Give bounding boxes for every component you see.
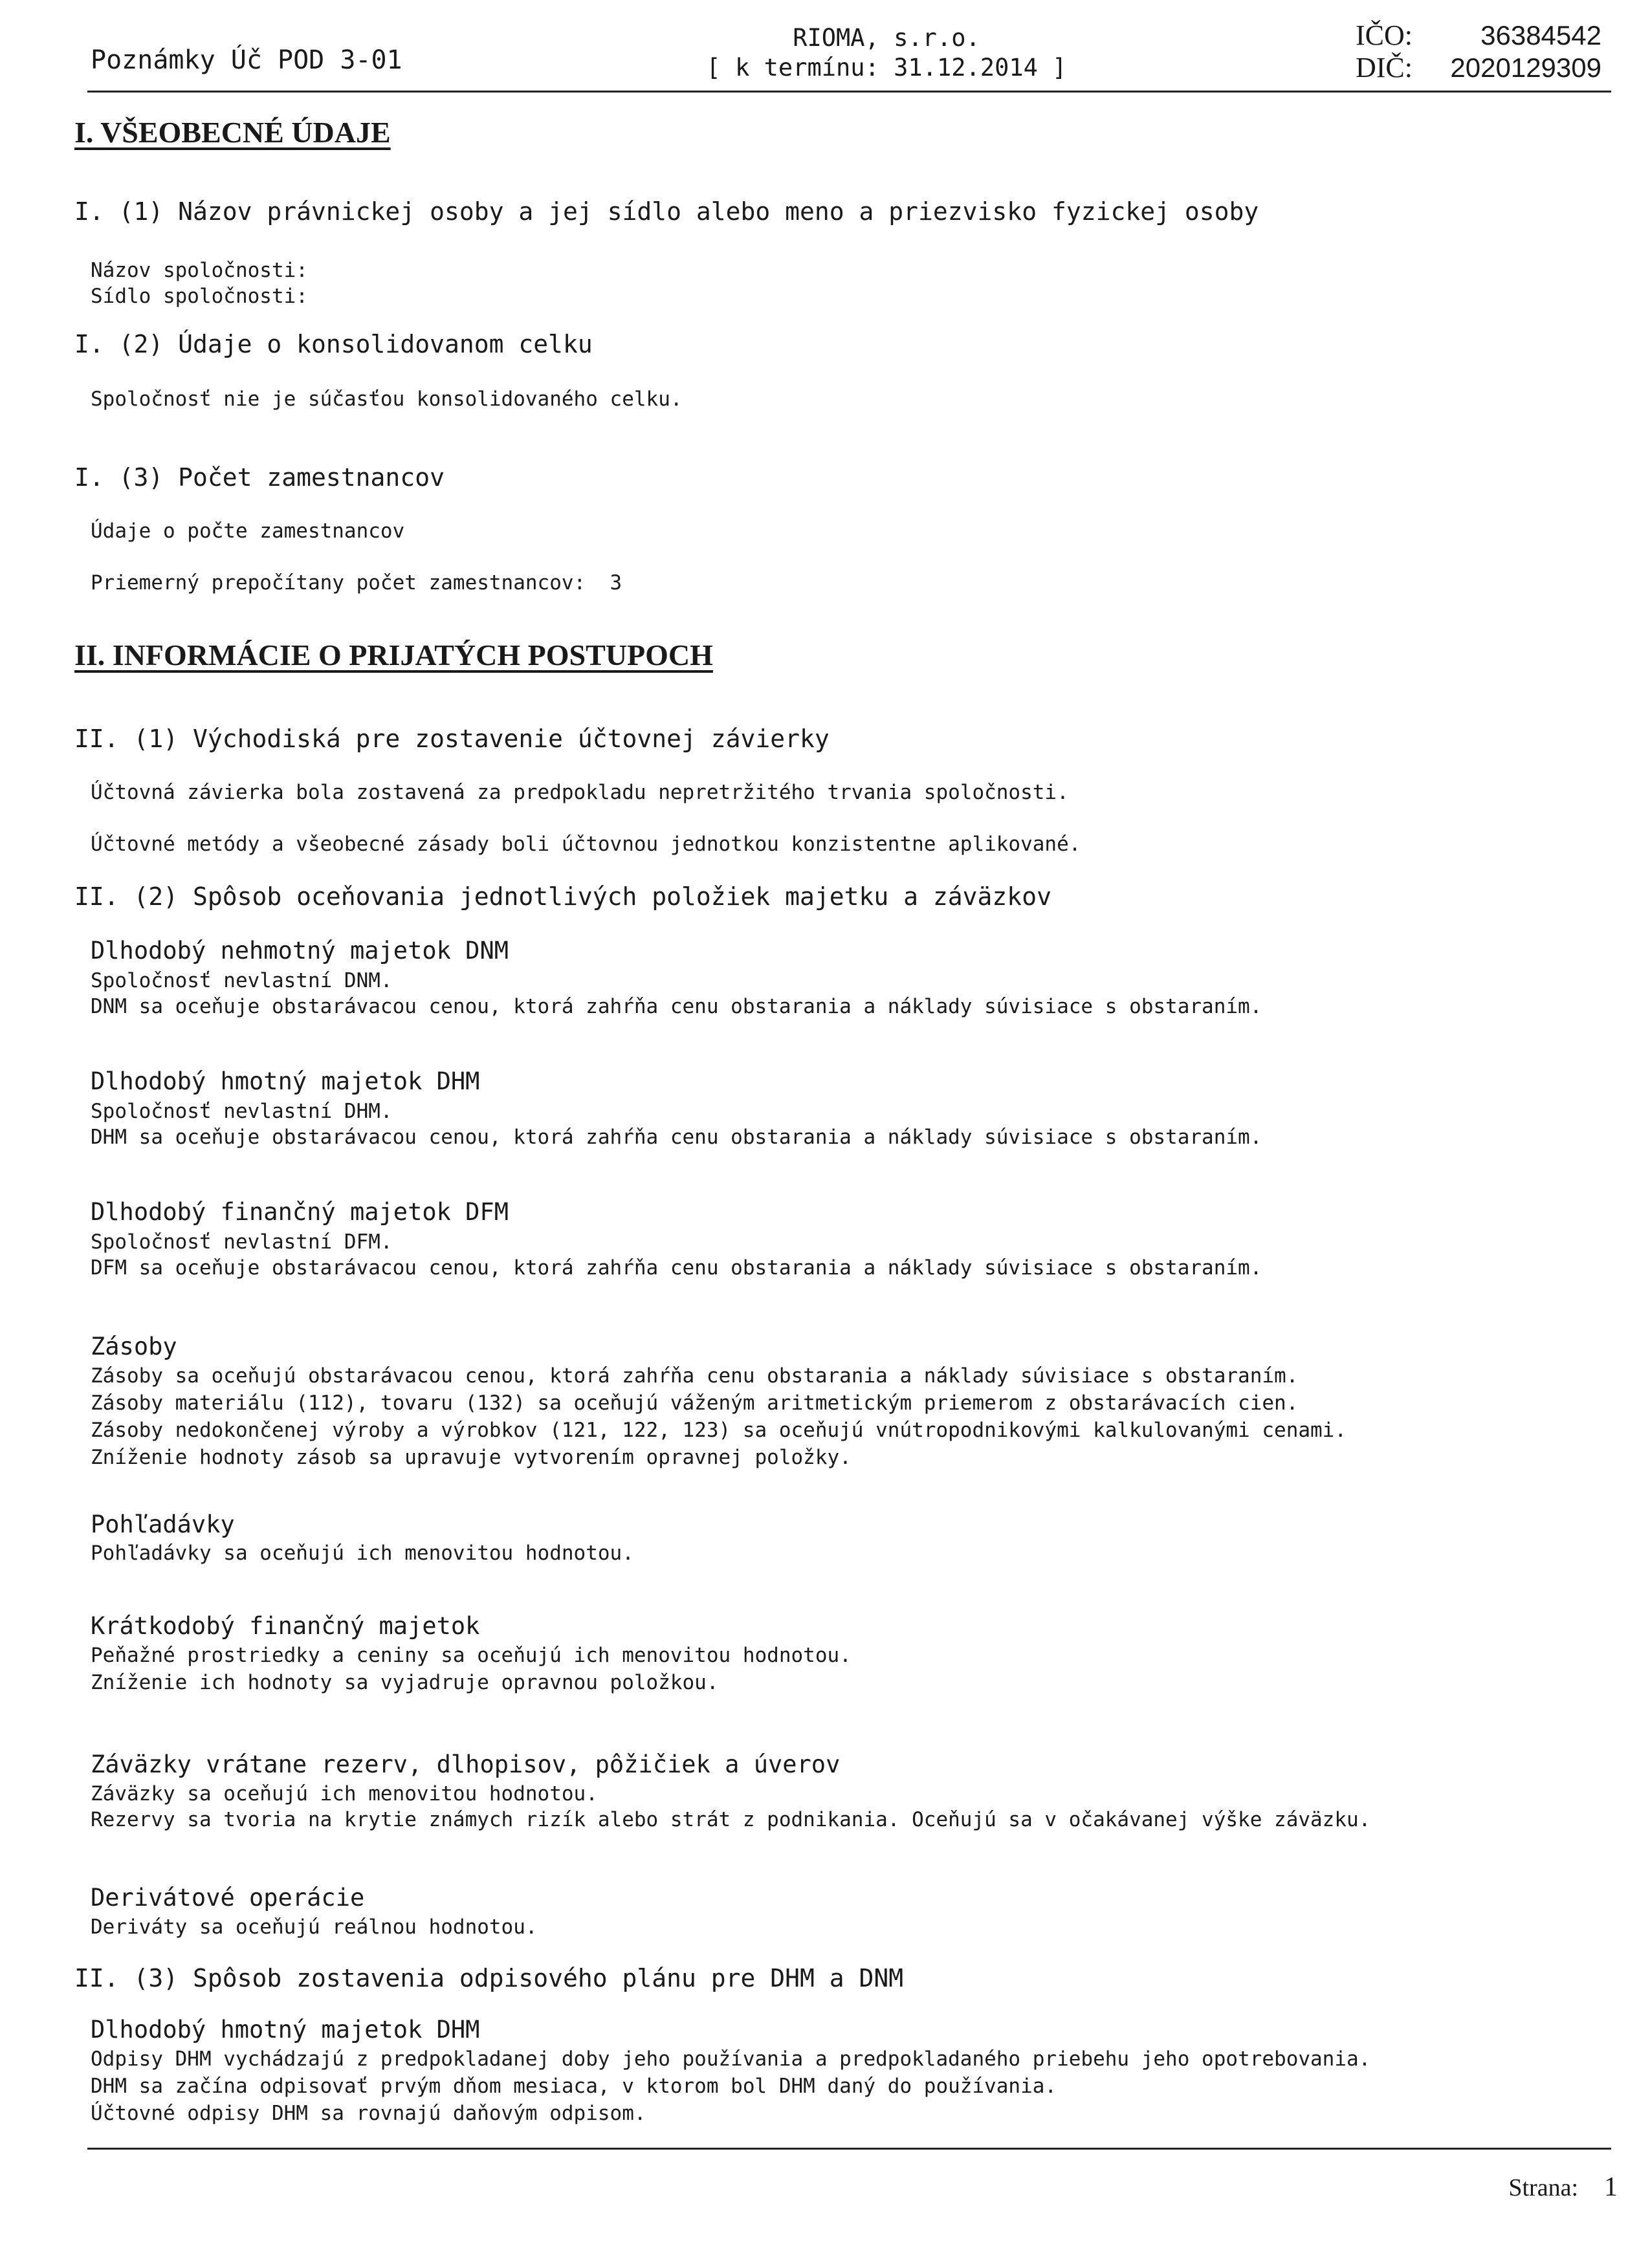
ico-value: 36384542 xyxy=(1480,20,1601,50)
dic-value: 2020129309 xyxy=(1450,52,1601,83)
group-line: Záväzky sa oceňujú ich menovitou hodnotou. xyxy=(91,1782,598,1805)
group-line: Zníženie ich hodnoty sa vyjadruje opravnou položkou. xyxy=(91,1671,719,1694)
group-line: Zásoby materiálu (112), tovaru (132) sa oceňujú váženým aritmetickým priemerom z obstarávacích cien. xyxy=(91,1391,1299,1415)
group-line: Deriváty sa oceňujú reálnou hodnotou. xyxy=(91,1915,538,1939)
group-line: Rezervy sa tvoria na krytie známych rizík alebo strát z podnikania. Oceňujú sa v očakávanej výške záväzku. xyxy=(91,1808,1371,1831)
page-number: 1 xyxy=(1604,2172,1618,2202)
page-footer xyxy=(1508,2172,1618,2203)
consolidation-text: Spoločnosť nie je súčasťou konsolidovaného celku. xyxy=(91,387,683,411)
group-line: Pohľadávky sa oceňujú ich menovitou hodnotou. xyxy=(91,1542,634,1565)
header-ids xyxy=(1356,19,1601,84)
accounting-methods-text: Účtovné metódy a všeobecné zásady boli účtovnou jednotkou konzistentne aplikované. xyxy=(91,833,1081,856)
header-divider xyxy=(87,91,1611,93)
footer-divider xyxy=(87,2148,1611,2150)
employees-heading-text: Údaje o počte zamestnancov xyxy=(91,519,405,543)
subsection-title-2-2: II. (2) Spôsob oceňovania jednotlivých položiek majetku a záväzkov xyxy=(74,882,1051,911)
header-company-block xyxy=(647,23,1126,83)
group-line: DFM sa oceňuje obstarávacou cenou, ktorá zahŕňa cenu obstarania a náklady súvisiace s obstaraním. xyxy=(91,1256,1262,1280)
group-title-dhm: Dlhodobý hmotný majetok DHM xyxy=(91,1067,480,1095)
group-line: Peňažné prostriedky a ceniny sa oceňujú ich menovitou hodnotou. xyxy=(91,1644,852,1667)
subsection-title-2-3: II. (3) Spôsob zostavenia odpisového plánu pre DHM a DNM xyxy=(74,1964,904,1992)
employees-count-text: Priemerný prepočítany počet zamestnancov: 3 xyxy=(91,571,622,594)
group-title-short-term-financial: Krátkodobý finančný majetok xyxy=(91,1612,480,1640)
subsection-title-1-1: I. (1) Názov právnickej osoby a jej sídlo alebo meno a priezvisko fyzickej osoby xyxy=(74,197,1259,226)
group-line: Spoločnosť nevlastní DNM. xyxy=(91,969,393,992)
group-line: Odpisy DHM vychádzajú z predpokladanej doby jeho používania a predpokladaného priebehu jeho opotrebovania. xyxy=(91,2047,1371,2071)
dic-label: DIČ: xyxy=(1356,52,1413,83)
header-document-title: Poznámky Úč POD 3-01 xyxy=(91,45,402,75)
group-line: Účtovné odpisy DHM sa rovnajú daňovým odpisom. xyxy=(91,2102,646,2125)
group-title-inventory: Zásoby xyxy=(91,1333,177,1360)
group-line: DHM sa začína odpisovať prvým dňom mesiaca, v ktorom bol DHM daný do používania. xyxy=(91,2075,1057,2098)
subsection-title-1-3: I. (3) Počet zamestnancov xyxy=(74,463,445,492)
report-period: [ k termínu: 31.12.2014 ] xyxy=(706,54,1067,82)
section-title-procedures: II. INFORMÁCIE O PRIJATÝCH POSTUPOCH xyxy=(74,638,713,671)
subsection-title-2-1: II. (1) Východiská pre zostavenie účtovnej závierky xyxy=(74,725,830,753)
company-seat-label: Sídlo spoločnosti: xyxy=(91,285,308,308)
company-name: RIOMA, s.r.o. xyxy=(793,24,980,52)
group-title-dfm: Dlhodobý finančný majetok DFM xyxy=(91,1198,509,1226)
group-title-dnm: Dlhodobý nehmotný majetok DNM xyxy=(91,937,509,965)
group-line: Spoločnosť nevlastní DHM. xyxy=(91,1100,393,1123)
group-line: Zásoby nedokončenej výroby a výrobkov (121, 122, 123) sa oceňujú vnútropodnikovými kalkulovanými cenami. xyxy=(91,1419,1347,1442)
group-line: DHM sa oceňuje obstarávacou cenou, ktorá zahŕňa cenu obstarania a náklady súvisiace s obstaraním. xyxy=(91,1126,1262,1149)
statement-basis-text: Účtovná závierka bola zostavená za predpokladu nepretržitého trvania spoločnosti. xyxy=(91,781,1069,804)
group-line: Zásoby sa oceňujú obstarávacou cenou, ktorá zahŕňa cenu obstarania a náklady súvisiace s obstaraním. xyxy=(91,1364,1299,1388)
group-line: Spoločnosť nevlastní DFM. xyxy=(91,1230,393,1254)
company-name-label: Názov spoločnosti: xyxy=(91,259,308,282)
group-line: Zníženie hodnoty zásob sa upravuje vytvorením opravnej položky. xyxy=(91,1446,852,1469)
group-title-derivatives: Derivátové operácie xyxy=(91,1884,365,1912)
group-title-depreciation-dhm: Dlhodobý hmotný majetok DHM xyxy=(91,2016,480,2044)
group-line: DNM sa oceňuje obstarávacou cenou, ktorá zahŕňa cenu obstarania a náklady súvisiace s obstaraním. xyxy=(91,995,1262,1018)
subsection-title-1-2: I. (2) Údaje o konsolidovanom celku xyxy=(74,330,593,358)
section-title-general: I. VŠEOBECNÉ ÚDAJE xyxy=(74,116,391,149)
group-title-receivables: Pohľadávky xyxy=(91,1510,235,1538)
ico-label: IČO: xyxy=(1356,19,1413,51)
page-label: Strana: xyxy=(1508,2174,1578,2201)
group-title-liabilities: Záväzky vrátane rezerv, dlhopisov, pôžičiek a úverov xyxy=(91,1750,841,1778)
